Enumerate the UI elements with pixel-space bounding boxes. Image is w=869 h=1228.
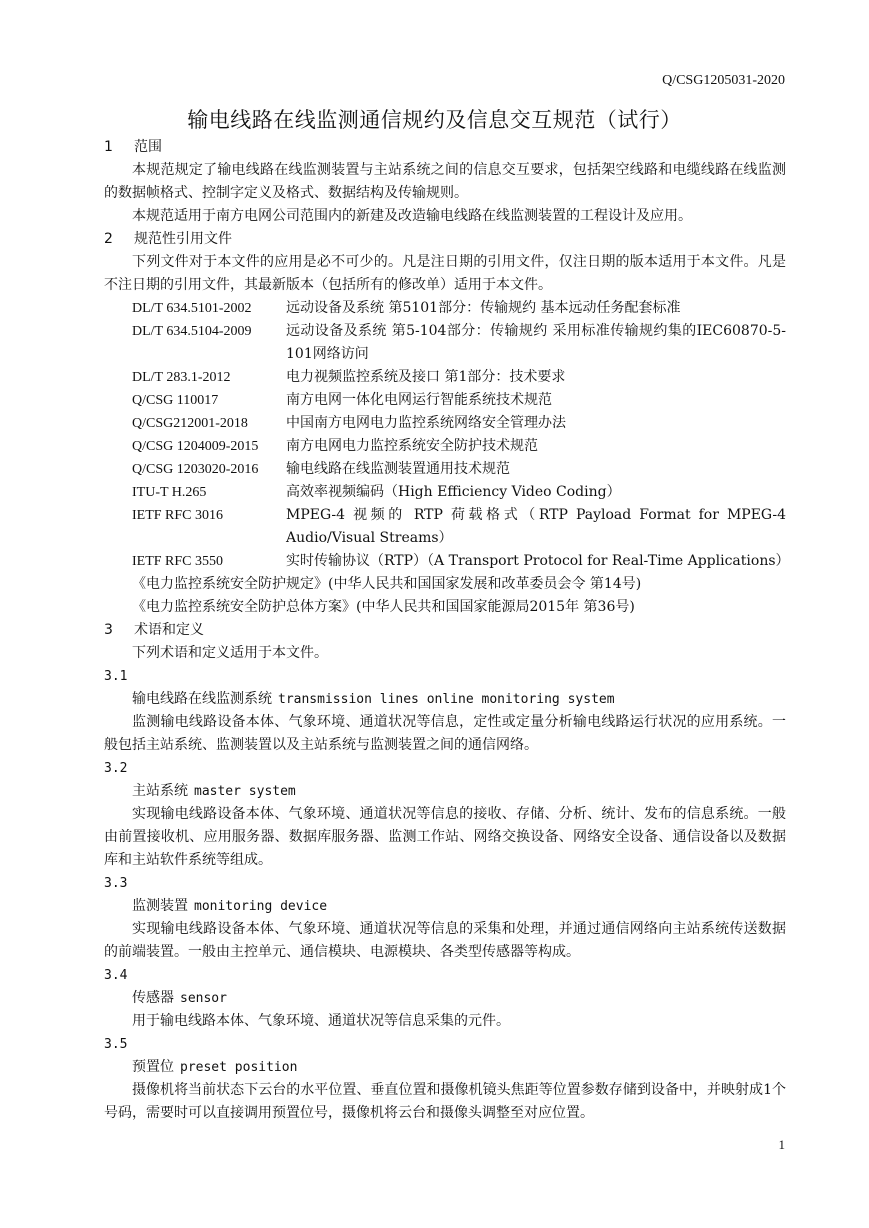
term-zh: 输电线路在线监测系统 (132, 691, 272, 707)
section-title: 术语和定义 (134, 622, 204, 638)
document-body (104, 136, 790, 1125)
paragraph: 本规范规定了输电线路在线监测装置与主站系统之间的信息交互要求，包括架空线路和电缆线路在线监测的数据帧格式、控制字定义及格式、数据结构及传输规则。 (104, 162, 786, 201)
term-definition: 用于输电线路本体、气象环境、通道状况等信息采集的元件。 (132, 1013, 510, 1029)
reference-code: IETF RFC 3550 (132, 554, 224, 569)
term-definition: 实现输电线路设备本体、气象环境、通道状况等信息的接收、存储、分析、统计、发布的信息系统。一般由前置接收机、应用服务器、数据库服务器、监测工作站、网络交换设备、网络安全设备、通信设备以及数据库和主站软件系统等组成。 (104, 806, 786, 868)
term-number: 3.4 (104, 968, 128, 983)
term-name (104, 1056, 786, 1079)
term-name (104, 895, 786, 918)
term-zh: 预置位 (132, 1059, 174, 1075)
reference-code: DL/T 634.5101-2002 (132, 301, 252, 316)
reference-title: 远动设备及系统 第5101部分：传输规约 基本远动任务配套标准 (286, 300, 681, 316)
term-entry (104, 665, 786, 757)
page-number: 1 (778, 1137, 785, 1152)
reference-code: Q/CSG 1204009-2015 (132, 439, 259, 454)
reference-code: Q/CSG 1203020-2016 (132, 462, 259, 477)
reference-title: 电力视频监控系统及接口 第1部分：技术要求 (286, 369, 566, 385)
section-heading-1 (104, 136, 786, 159)
term-name (104, 688, 786, 711)
section-number: 3 (104, 622, 113, 638)
reference-item (132, 366, 786, 389)
document-number: Q/CSG1205031-2020 (662, 73, 785, 88)
section-heading-2 (104, 228, 786, 251)
term-en: preset position (180, 1060, 298, 1075)
term-en: sensor (180, 991, 227, 1006)
term-entry (104, 757, 786, 872)
reference-item (132, 412, 786, 435)
reference-item (132, 550, 790, 573)
section-number: 1 (104, 139, 113, 155)
paragraph: 下列术语和定义适用于本文件。 (132, 645, 328, 661)
reference-item (132, 389, 786, 412)
term-definition: 摄像机将当前状态下云台的水平位置、垂直位置和摄像机镜头焦距等位置参数存储到设备中，并映射成1个号码，需要时可以直接调用预置位号，摄像机将云台和摄像头调整至对应位置。 (104, 1082, 786, 1121)
term-number: 3.1 (104, 669, 128, 684)
term-number: 3.5 (104, 1037, 128, 1052)
term-entry (104, 872, 786, 964)
section-heading-3 (104, 619, 786, 642)
reference-title: 中国南方电网电力监控系统网络安全管理办法 (286, 415, 566, 431)
term-number: 3.3 (104, 876, 128, 891)
term-definition: 监测输电线路设备本体、气象环境、通道状况等信息，定性或定量分析输电线路运行状况的应用系统。一般包括主站系统、监测装置以及主站系统与监测装置之间的通信网络。 (104, 714, 786, 753)
term-zh: 传感器 (132, 990, 174, 1006)
reference-code: Q/CSG212001-2018 (132, 416, 248, 431)
term-definition: 实现输电线路设备本体、气象环境、通道状况等信息的采集和处理，并通过通信网络向主站系统传送数据的前端装置。一般由主控单元、通信模块、电源模块、各类型传感器等构成。 (104, 921, 786, 960)
reference-title: 南方电网电力监控系统安全防护技术规范 (286, 438, 538, 454)
reference-code: IETF RFC 3016 (132, 508, 224, 523)
section-title: 规范性引用文件 (134, 231, 232, 247)
reference-item (132, 320, 786, 366)
reference-title: MPEG-4 视频的 RTP 荷载格式（RTP Payload Format for MPEG-4 Audio/Visual Streams） (286, 507, 786, 546)
reference-item (132, 504, 786, 550)
reference-list (104, 297, 790, 573)
paragraph: 《电力监控系统安全防护总体方案》(中华人民共和国国家能源局2015年 第36号) (132, 599, 635, 615)
reference-item (132, 297, 786, 320)
term-en: transmission lines online monitoring system (278, 692, 615, 707)
reference-item (132, 458, 786, 481)
reference-title: 远动设备及系统 第5-104部分：传输规约 采用标准传输规约集的IEC60870-5-101网络访问 (286, 323, 786, 362)
term-name (104, 987, 786, 1010)
reference-code: DL/T 283.1-2012 (132, 370, 231, 385)
paragraph: 本规范适用于南方电网公司范围内的新建及改造输电线路在线监测装置的工程设计及应用。 (132, 208, 692, 224)
term-entry (104, 1033, 786, 1125)
document-title: 输电线路在线监测通信规约及信息交互规范（试行） (187, 108, 682, 132)
reference-title: 输电线路在线监测装置通用技术规范 (286, 461, 510, 477)
reference-title: 高效率视频编码（High Efficiency Video Coding） (286, 484, 621, 500)
term-name (104, 780, 786, 803)
term-number: 3.2 (104, 761, 128, 776)
reference-title: 南方电网一体化电网运行智能系统技术规范 (286, 392, 552, 408)
paragraph: 下列文件对于本文件的应用是必不可少的。凡是注日期的引用文件，仅注日期的版本适用于本文件。凡是不注日期的引用文件，其最新版本（包括所有的修改单）适用于本文件。 (104, 254, 786, 293)
term-en: monitoring device (194, 899, 328, 914)
section-title: 范围 (134, 139, 162, 155)
term-en: master system (194, 784, 296, 799)
reference-code: DL/T 634.5104-2009 (132, 324, 252, 339)
reference-item (132, 435, 786, 458)
reference-item (132, 481, 786, 504)
reference-code: ITU-T H.265 (132, 485, 207, 500)
reference-code: Q/CSG 110017 (132, 393, 219, 408)
term-zh: 监测装置 (132, 898, 188, 914)
section-number: 2 (104, 231, 113, 247)
term-entry (104, 964, 786, 1033)
term-zh: 主站系统 (132, 783, 188, 799)
reference-title: 实时传输协议（RTP）（A Transport Protocol for Real-Time Applications） (286, 553, 790, 569)
paragraph: 《电力监控系统安全防护规定》(中华人民共和国国家发展和改革委员会令 第14号) (132, 576, 642, 592)
